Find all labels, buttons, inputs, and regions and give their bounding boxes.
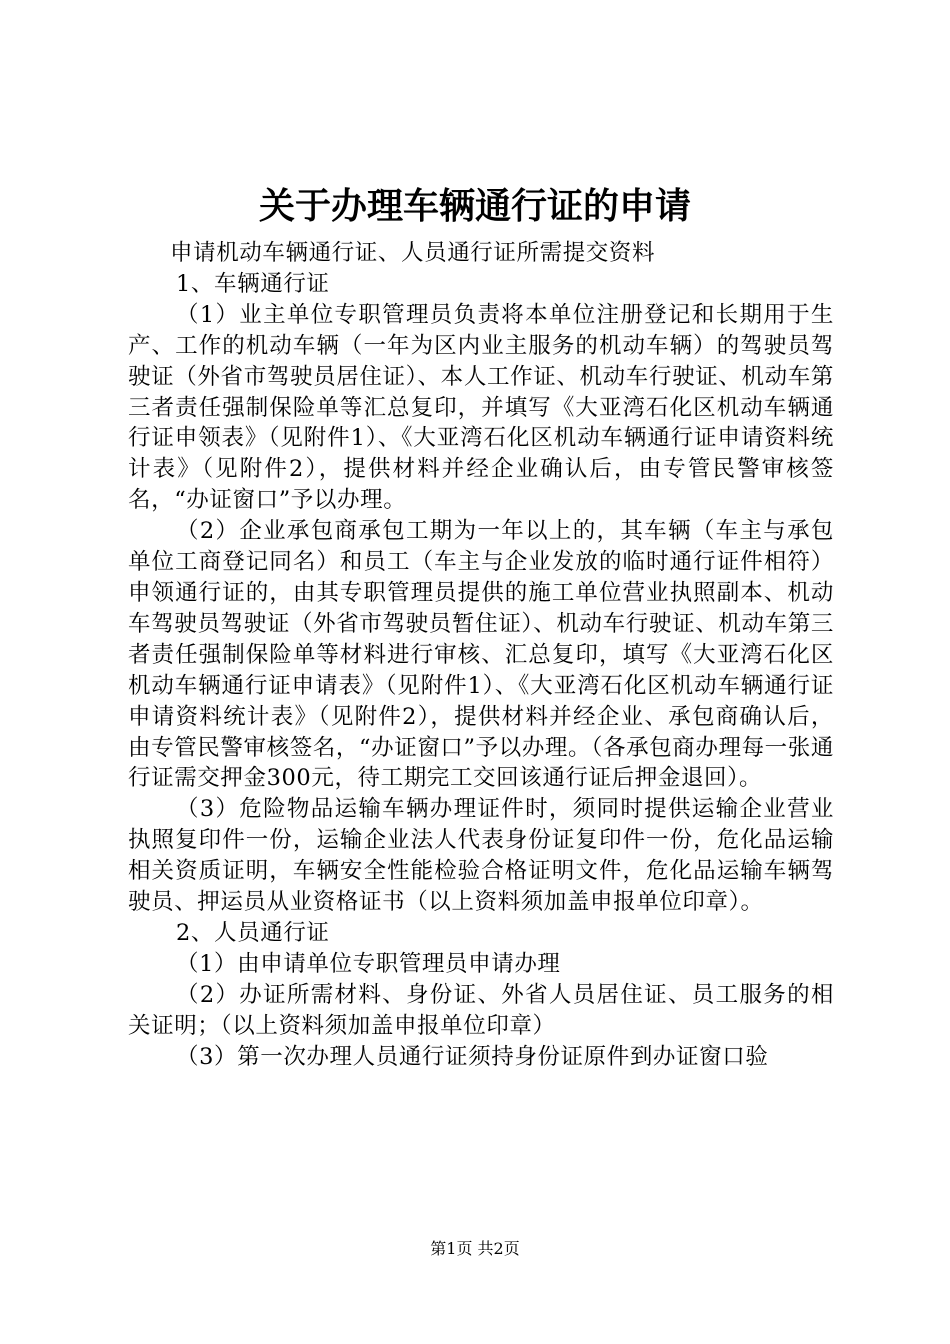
paragraph-vehicle-2: （2）企业承包商承包工期为一年以上的，其车辆（车主与承包单位工商登记同名）和员工（车主与企业发放的临时通行证件相符）申领通行证的，由其专职管理员提供的施工单位营业执照副本、机动车驾驶员驾驶证（外省市驾驶员暂住证）、机动车行驶证、机动车第三者责任强制保险单等材料进行审核、汇总复印，填写《大亚湾石化区机动车辆通行证申请表》（见附件1）、《大亚湾石化区机动车辆通行证申请资料统计表》（见附件2），提供材料并经企业、承包商确认后，由专管民警审核签名，“办证窗口”予以办理。（各承包商办理每一张通行证需交押金300元，待工期完工交回该通行证后押金退回）。: [128, 518, 834, 792]
paragraph-vehicle-1: （1）业主单位专职管理员负责将本单位注册登记和长期用于生产、工作的机动车辆（一年为区内业主服务的机动车辆）的驾驶员驾驶证（外省市驾驶员居住证）、本人工作证、机动车行驶证、机动车第三者责任强制保险单等汇总复印，并填写《大亚湾石化区机动车辆通行证申领表》（见附件1）、《大亚湾石化区机动车辆通行证申请资料统计表》（见附件2），提供材料并经企业确认后，由专管民警审核签名，“办证窗口”予以办理。: [128, 301, 834, 514]
paragraph-vehicle-3: （3）危险物品运输车辆办理证件时，须同时提供运输企业营业执照复印件一份，运输企业法人代表身份证复印件一份，危化品运输相关资质证明，车辆安全性能检验合格证明文件，危化品运输车辆驾驶员、押运员从业资格证书（以上资料须加盖申报单位印章）。: [128, 796, 834, 916]
section-heading-personnel: 2、人员通行证: [176, 919, 330, 946]
document-title: 关于办理车辆通行证的申请: [258, 186, 691, 227]
paragraph-personnel-1: （1）由申请单位专职管理员申请办理: [176, 950, 561, 977]
paragraph-personnel-2: （2）办证所需材料、身份证、外省人员居住证、员工服务的相关证明；（以上资料须加盖申报单位印章）: [128, 981, 834, 1039]
paragraph-intro: 申请机动车辆通行证、人员通行证所需提交资料: [170, 240, 656, 266]
document-body: [128, 238, 834, 1072]
paragraph-personnel-3: （3）第一次办理人员通行证须持身份证原件到办证窗口验: [176, 1043, 769, 1070]
section-heading-vehicle: 1、车辆通行证: [176, 270, 330, 297]
page-footer: 第1页 共2页: [430, 1239, 520, 1258]
